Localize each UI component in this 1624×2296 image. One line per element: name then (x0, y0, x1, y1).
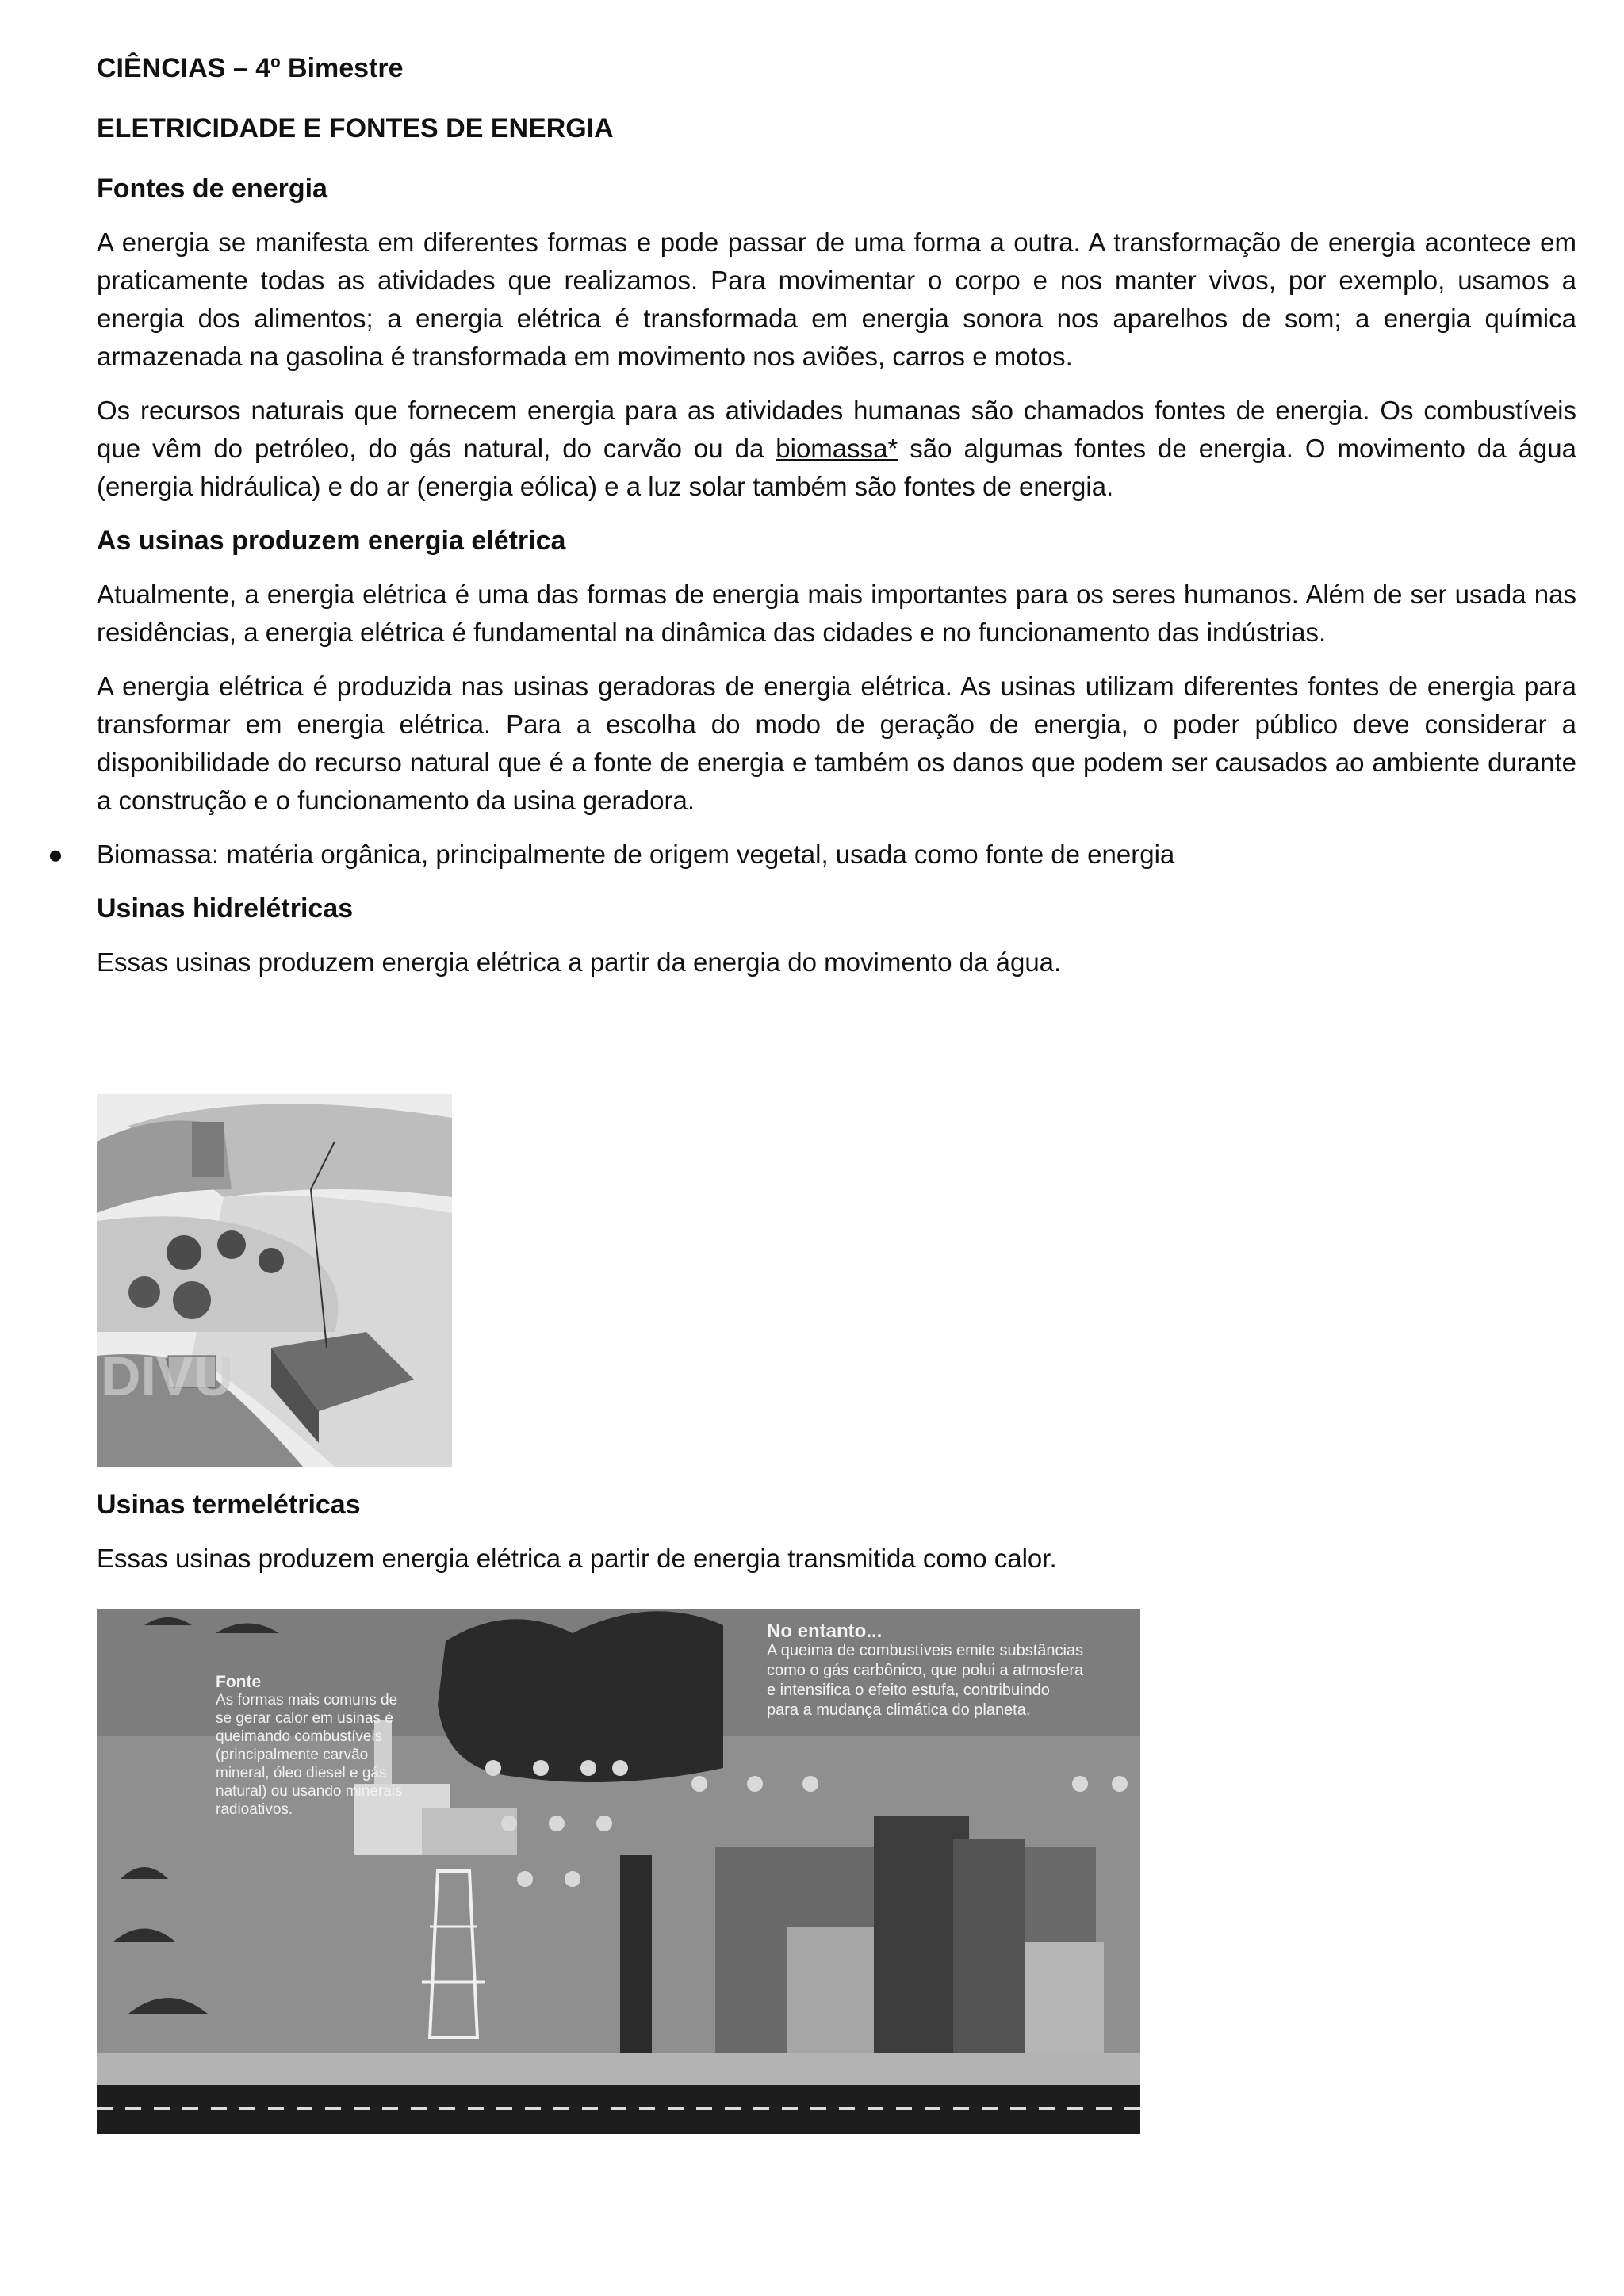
hydroelectric-illustration (97, 1094, 452, 1467)
paragraph-fontes-2 (97, 392, 1576, 506)
section-title-fontes: Fontes de energia (97, 174, 327, 204)
paragraph-hidro: Essas usinas produzem energia elétrica a partir da energia do movimento da água. (97, 947, 1062, 977)
fonte-callout-title: Fonte (216, 1673, 262, 1691)
thermo-section (97, 1486, 1576, 1578)
document-content (48, 49, 1576, 982)
subject-heading: CIÊNCIAS – 4º Bimestre (97, 53, 404, 83)
paragraph-fontes-2-end: são algumas fontes de energia. O movimento da água (energia hidráulica) e do ar (energia eólica) e a luz solar também são fontes de energia. (97, 434, 1576, 501)
paragraph-fontes-1: A energia se manifesta em diferentes formas e pode passar de uma forma a outra. A transformação de energia acontece em praticamente todas as atividades que realizamos. Para movimentar o corpo e nos manter vivos, por exemplo, usamos a energia dos alimentos; a energia elétrica é transformada em energia sonora nos aparelhos de som; a energia química armazenada na gasolina é transformada em movimento nos aviões, carros e motos. (97, 228, 1576, 371)
bullet-biomassa (48, 836, 1576, 874)
paragraph-fontes-2-start: Os recursos naturais que fornecem energia para as atividades humanas são chamados fontes de energia. Os combustíveis que vêm do petróleo, do gás natural, do carvão ou da (97, 396, 1576, 463)
paragraph-usinas-2: A energia elétrica é produzida nas usinas geradoras de energia elétrica. As usinas utilizam diferentes fontes de energia para transformar em energia elétrica. Para a escolha do modo de geração de energia, o poder público deve considerar a disponibilidade do recurso natural que é a fonte de energia e também os danos que podem ser causados ao ambiente durante a construção e o funcionamento da usina geradora. (97, 672, 1576, 815)
paragraph-termo: Essas usinas produzem energia elétrica a partir de energia transmitida como calor. (97, 1544, 1057, 1573)
section-title-hidro: Usinas hidrelétricas (97, 894, 354, 924)
no-entanto-title: No entanto... (767, 1621, 883, 1642)
no-entanto-callout (767, 1621, 1084, 1720)
svg-text:DIVU: DIVU (101, 1345, 234, 1407)
fonte-callout (216, 1673, 414, 1819)
unit-heading: ELETRICIDADE E FONTES DE ENERGIA (97, 113, 614, 144)
biomassa-link[interactable]: biomassa* (776, 434, 898, 463)
section-title-usinas: As usinas produzem energia elétrica (97, 526, 566, 556)
fonte-callout-text: As formas mais comuns de se gerar calor em usinas é queimando combustíveis (principalmente carvão mineral, óleo diesel e gás natural) ou usando minerais radioativos. (216, 1692, 403, 1818)
hydroelectric-drawing (97, 1094, 452, 1467)
section-title-termo: Usinas termelétricas (97, 1490, 361, 1520)
thermoelectric-illustration (97, 1609, 1140, 2134)
bullet-text: Biomassa: matéria orgânica, principalmente de origem vegetal, usada como fonte de energia (97, 840, 1175, 869)
paragraph-usinas-1: Atualmente, a energia elétrica é uma das formas de energia mais importantes para os seres humanos. Além de ser usada nas residências, a energia elétrica é fundamental na dinâmica das cidades e no funcionamento das indústrias. (97, 580, 1576, 647)
bullet-icon: ● (48, 840, 63, 869)
no-entanto-text: A queima de combustíveis emite substâncias como o gás carbônico, que polui a atmosfera e intensifica o efeito estufa, contribuindo para a mudança climática do planeta. (767, 1642, 1084, 1719)
